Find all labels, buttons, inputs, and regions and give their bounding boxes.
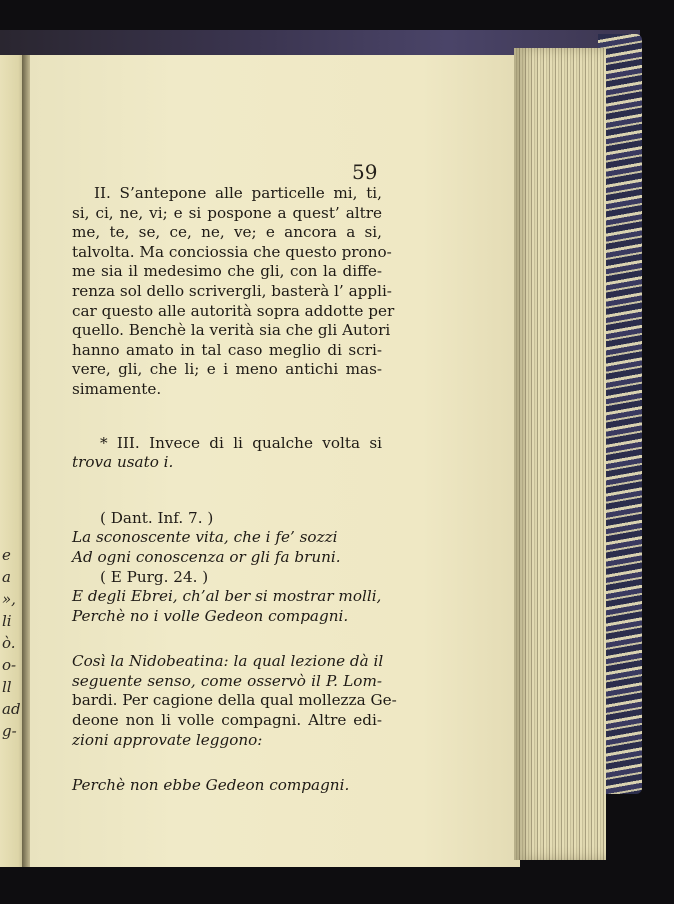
left-page-fragment: », bbox=[2, 590, 16, 608]
alternate-reading-line: Perchè non ebbe Gedeon compagni. bbox=[72, 776, 350, 795]
citation-purgatorio: ( E Purg. 24. ) bbox=[100, 567, 209, 586]
left-page-fragment: o- bbox=[2, 656, 17, 674]
text-line: simamente. bbox=[72, 379, 162, 398]
left-page-fragment: ll bbox=[2, 678, 12, 696]
text-line: seguente senso, come osservò il P. Lom- bbox=[72, 671, 382, 690]
text-line: Così la Nidobeatina: la qual lezione dà il bbox=[72, 652, 384, 671]
verse-line: Ad ogni conoscenza or gli fa bruni. bbox=[72, 547, 341, 566]
page-number: 59 bbox=[352, 160, 378, 184]
text-line: trova usato i. bbox=[72, 453, 174, 472]
text-line: talvolta. Ma conciossia che questo prono- bbox=[72, 242, 392, 261]
left-page-fragment: e bbox=[2, 546, 11, 564]
text-line: zioni approvate leggono: bbox=[72, 730, 263, 749]
text-line: hanno amato in tal caso meglio di scri- bbox=[72, 340, 382, 359]
verse-line: La sconoscente vita, che i fe’ sozzi bbox=[72, 528, 338, 547]
text-line: me sia il medesimo che gli, con la diffe- bbox=[72, 262, 382, 281]
text-line: car questo alle autorità sopra addotte per bbox=[72, 301, 395, 320]
text-line: II. S’antepone alle particelle mi, ti, bbox=[94, 184, 382, 202]
page-block-edges bbox=[514, 48, 606, 860]
verse-line: Perchè no i volle Gedeon compagni. bbox=[72, 606, 349, 625]
note-iii bbox=[72, 434, 382, 473]
text-line: renza sol dello scrivergli, basterà l’ appli- bbox=[72, 281, 392, 300]
left-page-fragment: ò. bbox=[2, 634, 16, 652]
text-line: vere, gli, che li; e i meno antichi mas- bbox=[72, 360, 382, 379]
text-line: quello. Benchè la verità sia che gli Autori bbox=[72, 321, 391, 340]
text-line: * III. Invece di li qualche volta si bbox=[100, 433, 382, 452]
commentary-paragraph bbox=[72, 652, 397, 750]
text-line: me, te, se, ce, ne, ve; e ancora a si, bbox=[72, 223, 382, 242]
page-text bbox=[72, 184, 397, 796]
verse-line: E degli Ebrei, ch’al ber si mostrar molli, bbox=[72, 587, 382, 606]
dante-quotation bbox=[72, 509, 382, 627]
text-line: si, ci, ne, vi; e si pospone a quest’ altre bbox=[72, 203, 382, 222]
left-page-fragment: a bbox=[2, 568, 11, 586]
paragraph-ii bbox=[72, 184, 395, 400]
left-page-fragment: ad bbox=[2, 700, 21, 718]
text-line: deone non li volle compagni. Altre edi- bbox=[72, 711, 382, 730]
left-page-fragment: g- bbox=[2, 722, 17, 740]
citation-inferno: ( Dant. Inf. 7. ) bbox=[100, 508, 214, 527]
left-page-fragment: li bbox=[2, 612, 12, 630]
text-line: bardi. Per cagione della qual mollezza Ge- bbox=[72, 691, 397, 710]
